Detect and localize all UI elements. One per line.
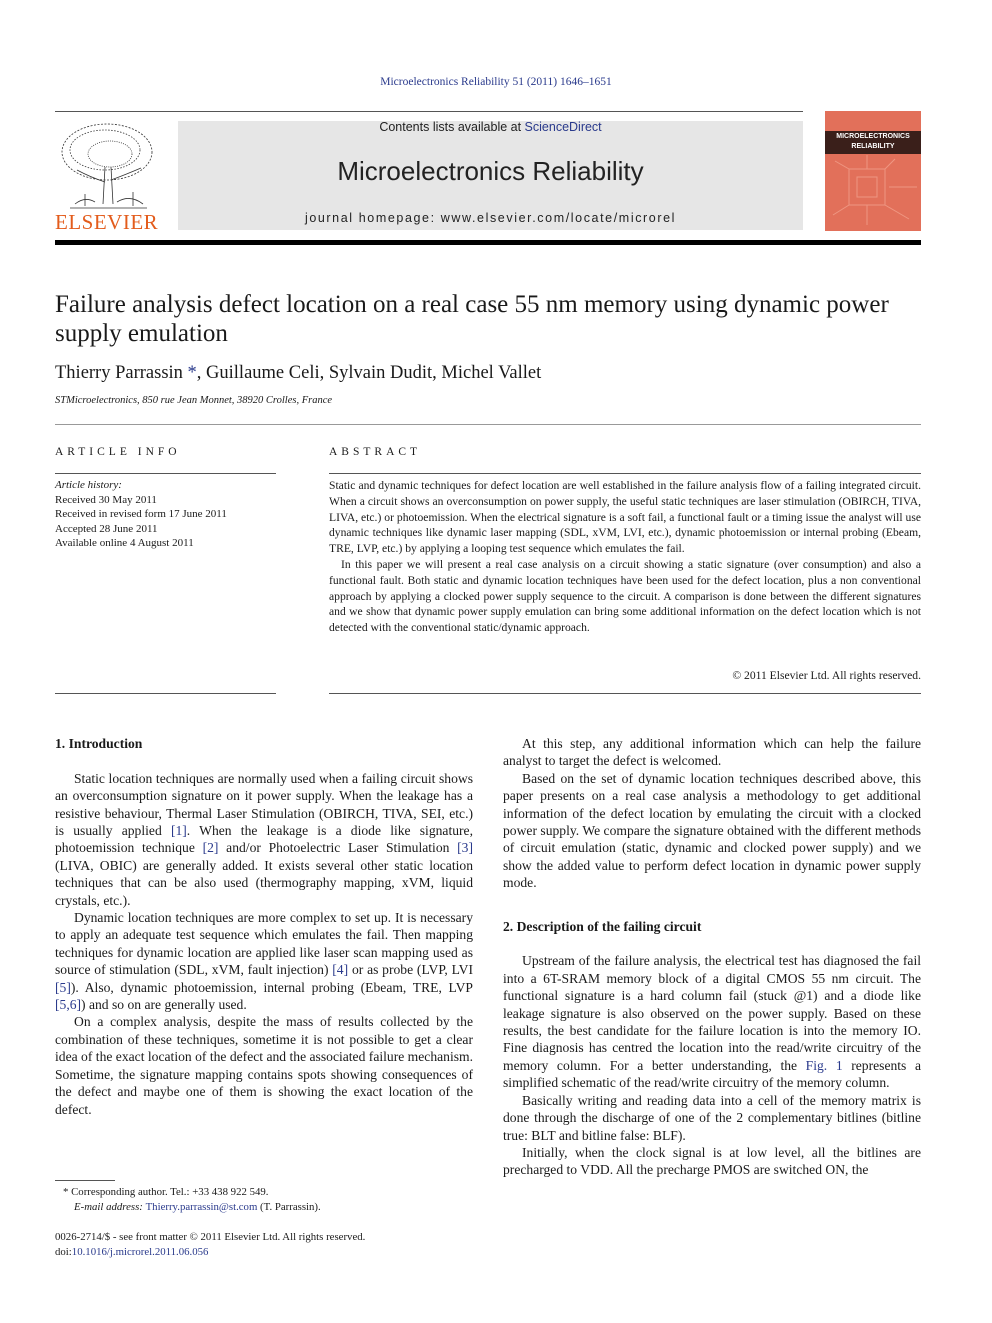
corresponding-author-mark[interactable]: * bbox=[182, 363, 197, 383]
reference-link[interactable]: [5] bbox=[55, 979, 71, 995]
divider bbox=[329, 693, 921, 694]
header-top-rule bbox=[55, 111, 803, 112]
affiliation: STMicroelectronics, 850 rue Jean Monnet, 38920 Crolles, France bbox=[55, 395, 333, 406]
footnote bbox=[55, 1185, 475, 1215]
journal-homepage bbox=[178, 211, 803, 225]
online-date: Available online 4 August 2011 bbox=[55, 537, 194, 549]
tree-icon bbox=[55, 122, 160, 212]
doi-link[interactable]: 10.1016/j.microrel.2011.06.056 bbox=[71, 1245, 209, 1258]
author-1: Thierry Parrassin bbox=[55, 363, 183, 383]
body-paragraph: At this step, any additional information which can help the failure analyst to target the defect is welcomed. bbox=[503, 736, 921, 769]
journal-cover-thumbnail[interactable] bbox=[825, 111, 921, 231]
reference-link[interactable]: [4] bbox=[332, 962, 349, 978]
footnote-rule bbox=[55, 1180, 115, 1181]
right-column bbox=[503, 735, 921, 1179]
figure-link[interactable]: Fig. 1 bbox=[805, 1057, 843, 1073]
publisher-wordmark: ELSEVIER bbox=[55, 210, 159, 234]
received-date: Received 30 May 2011 bbox=[55, 493, 157, 506]
section-heading: 2. Description of the failing circuit bbox=[503, 918, 702, 934]
body-paragraph: Dynamic location techniques are more complex to set up. It is necessary to apply an adequate test sequence which emulates the fail. Then mapping techniques for dynamic location are applied like laser scan mapping used as source of stimulation (SDL, xVM, fault injection) [4] or as probe (LVP, LVI [5]). Also, dynamic photoemission, internal probing (Ebeam, TRE, LVP [5,6]) and so on are generally used. bbox=[55, 910, 473, 1013]
body-paragraph: Upstream of the failure analysis, the electrical test has diagnosed the fail into a 6T-SRAM memory block of a digital CMOS 55 nm circuit. The functional signature is a hard column fail (stuck @1) and a diode like leakage signature is also observed on the power supply. Based on these results, the best candidate for the failure location is into the memory IO. Fine diagnosis has centred the location into the read/write circuitry of the memory column. For a better understanding, the Fig. 1 represents a simplified schematic of the read/write circuitry of the memory column. bbox=[503, 953, 921, 1091]
email-suffix: (T. Parrassin). bbox=[257, 1201, 321, 1213]
contents-prefix: Contents lists available at bbox=[379, 120, 525, 134]
email-label: E-mail address: bbox=[74, 1201, 146, 1213]
abstract-body bbox=[329, 478, 921, 636]
body-paragraph: Static location techniques are normally used when a failing circuit shows an overconsumption signature on it power supply. When the leakage has a resistive behaviour, Thermal Laser Stimulation (OBIRCH, TIVA, SEI, etc.) is usually applied [1]. When the leakage is a diode like signature, photoemission technique [2] and/or Photoelectric Laser Stimulation [3] (LIVA, OBIC) are generally added. It exists several other static location techniques that can be also used (thermography mapping, xVM, liquid crystals, etc.). bbox=[55, 770, 473, 908]
divider bbox=[55, 473, 276, 474]
reference-link[interactable]: [3] bbox=[457, 840, 473, 856]
journal-citation[interactable]: Microelectronics Reliability 51 (2011) 1646–1651 bbox=[380, 76, 612, 88]
cover-title-line-2: RELIABILITY bbox=[851, 143, 895, 150]
body-paragraph: On a complex analysis, despite the mass of results collected by the combination of these techniques, sometime it is not possible to get a clear idea of the exact location of the defect and the associated failure mechanism. Sometime, the signature mapping contains spots showing consequences of the defect and maybe one of them is showing the exact location of the defect. bbox=[55, 1014, 473, 1117]
body-paragraph: Initially, when the clock signal is at low level, all the bitlines are precharged to VDD. All the precharge PMOS are switched ON, the bbox=[503, 1144, 921, 1178]
sciencedirect-link[interactable]: ScienceDirect bbox=[524, 120, 602, 134]
abstract-paragraph: In this paper we will present a real case analysis on a circuit showing a static signature (over consumption) and also a functional fault. Both static and dynamic location techniques have been used for the defect location, plus a non conventional approach by applying a clocked power supply sequence to the circuit. A comparison is done between the different signatures and we show that dynamic power supply emulation can bring some additional information on the defect location which is not detected with the conventional static/dynamic approach. bbox=[329, 557, 921, 635]
doi-label: doi: bbox=[55, 1245, 72, 1258]
divider bbox=[55, 693, 276, 694]
cover-title-line-1: MICROELECTRONICS bbox=[836, 133, 910, 140]
body-paragraph: Based on the set of dynamic location techniques described above, this paper presents on a real case analysis a methodology to get additional information of the defect location by emulating the circuit with a clocked power supply. We compare the signature obtained with the different methods of circuit emulation (static, dynamic and clocked power supply) and we show the added value to perform defect location in dynamic power supply mode. bbox=[503, 770, 921, 891]
left-column bbox=[55, 735, 473, 1118]
article-history bbox=[55, 478, 285, 551]
header-thick-rule bbox=[55, 240, 921, 245]
contents-available-line bbox=[178, 120, 803, 134]
journal-name: Microelectronics Reliability bbox=[337, 156, 644, 186]
homepage-prefix: journal homepage: bbox=[304, 211, 441, 225]
issn-line: 0026-2714/$ - see front matter © 2011 Elsevier Ltd. All rights reserved. bbox=[55, 1231, 366, 1243]
email-link[interactable]: Thierry.parrassin@st.com bbox=[145, 1201, 258, 1213]
abstract-paragraph: Static and dynamic techniques for defect location are well established in the failure analysis flow of a failing integrated circuit. When a circuit shows an overconsumption on power supply, the useful static techniques are laser stimulation (OBIRCH, TIVA, LIVA, etc.) or photoemission. When the electrical signature is a soft fail, a functional fault or a timing issue the analyst will use dynamic techniques like dynamic laser mapping (SDL, xVM, LVI, etc.), dynamic photoemission or internal probing (Ebeam, TRE, LVP, etc.) by applying a looping test sequence which emulates the fail. bbox=[329, 479, 921, 556]
section-heading: 1. Introduction bbox=[55, 736, 143, 751]
accepted-date: Accepted 28 June 2011 bbox=[55, 522, 158, 535]
reference-link[interactable]: [5,6] bbox=[55, 997, 82, 1013]
article-info-heading: ARTICLE INFO bbox=[55, 446, 181, 458]
revised-date: Received in revised form 17 June 2011 bbox=[55, 508, 227, 520]
reference-link[interactable]: [1] bbox=[170, 823, 187, 839]
divider bbox=[55, 424, 921, 425]
author-list bbox=[55, 363, 541, 384]
page-footer bbox=[55, 1230, 365, 1259]
homepage-link[interactable]: www.elsevier.com/locate/microrel bbox=[440, 211, 677, 225]
corresponding-author-note: Corresponding author. Tel.: +33 438 922 549. bbox=[68, 1186, 269, 1198]
other-authors: , Guillaume Celi, Sylvain Dudit, Michel Vallet bbox=[196, 363, 542, 383]
divider bbox=[329, 473, 921, 474]
abstract-heading: ABSTRACT bbox=[329, 446, 422, 458]
body-paragraph: Basically writing and reading data into a cell of the memory matrix is done through the discharge of one of the 2 complementary bitlines (bitline true: BLT and bitline false: BLF). bbox=[503, 1092, 921, 1143]
abstract-copyright: © 2011 Elsevier Ltd. All rights reserved. bbox=[732, 669, 921, 682]
article-title: Failure analysis defect location on a real case 55 nm memory using dynamic power supply emulation bbox=[55, 291, 889, 347]
reference-link[interactable]: [2] bbox=[202, 840, 219, 856]
footnote-mark: * bbox=[63, 1186, 69, 1198]
history-label: Article history: bbox=[55, 479, 122, 491]
circuit-pattern-icon bbox=[825, 111, 921, 231]
